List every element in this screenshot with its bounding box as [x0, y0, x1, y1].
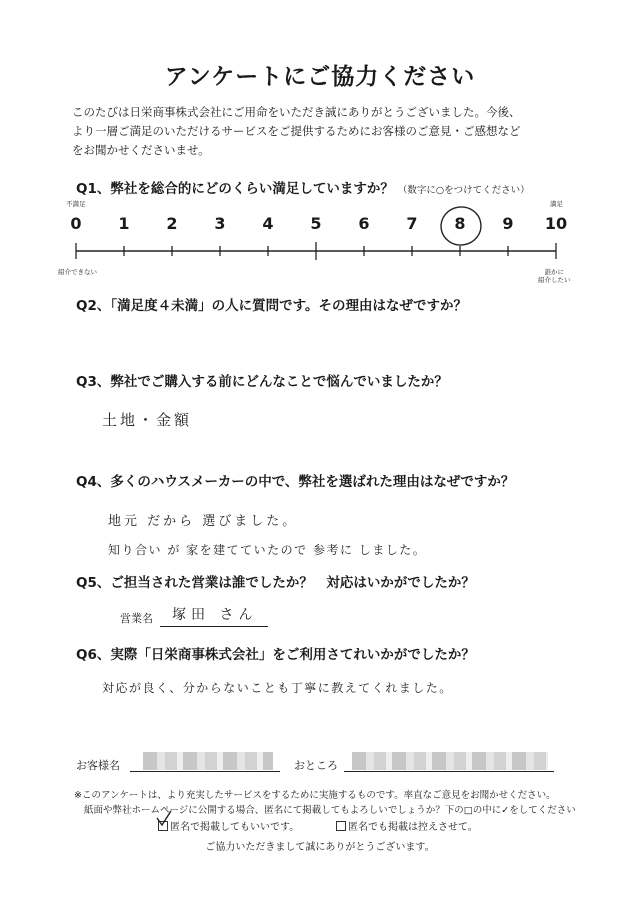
q4-answer-line-1: 地元 だから 選びました。 [108, 514, 299, 529]
customer-name-underline [130, 771, 280, 772]
address-label: おところ [294, 759, 338, 772]
intro-text [72, 103, 572, 160]
q1-left-top-label: 不満足 [66, 200, 86, 208]
q6-answer: 対応が良く、分からないことも丁寧に教えてくれました。 [102, 681, 453, 695]
check-mark-icon [155, 810, 173, 828]
intro-line-3: をお聞かせくださいませ。 [72, 143, 210, 157]
intro-line-1: このたびは日栄商事株式会社にご用命をいただき誠にありがとうございました。今後、 [72, 105, 521, 119]
q1-right-bottom-line-1: 誰かに [544, 268, 564, 276]
intro-line-2: より一層ご満足のいただけるサービスをご提供するためにお客様のご意見・ご感想など [72, 124, 521, 138]
sales-rep-underline [160, 626, 268, 627]
q6-question: Q6、実際「日栄商事株式会社」をご利用さてれいかがでしたか？ [76, 647, 475, 663]
q1-note: （数字に○をつけてください） [397, 185, 530, 196]
scale-4[interactable]: 4 [262, 214, 274, 233]
q1-right-bottom-line-2: 紹介したい [538, 276, 571, 284]
q3-answer: 土地・金額 [102, 411, 193, 429]
option-yes-label: 匿名で掲載してもいいです。 [170, 822, 300, 833]
scale-6[interactable]: 6 [358, 214, 370, 233]
option-yes[interactable] [158, 818, 299, 833]
q5-question: Q5、ご担当された営業は誰でしたか？ 対応はいかがでしたか？ [76, 575, 475, 591]
q3-question: Q3、弊社でご購入する前にどんなことで悩んでいましたか？ [76, 374, 448, 390]
sales-rep-label: 営業名 [120, 612, 153, 625]
q1-scale-line [0, 200, 640, 270]
q4-question: Q4、多くのハウスメーカーの中で、弊社を選ばれた理由はなぜですか？ [76, 474, 515, 490]
scale-1[interactable]: 1 [118, 214, 130, 233]
scale-2[interactable]: 2 [166, 214, 178, 233]
scale-7[interactable]: 7 [406, 214, 418, 233]
q1-left-bottom-label: 紹介できない [58, 268, 97, 276]
sales-rep-name: 塚田 さん [172, 607, 258, 623]
scale-10[interactable]: 10 [544, 214, 568, 233]
scale-3[interactable]: 3 [214, 214, 226, 233]
scale-5[interactable]: 5 [310, 214, 322, 233]
q1-question [76, 177, 530, 197]
scale-9[interactable]: 9 [502, 214, 514, 233]
scale-0[interactable]: 0 [70, 214, 82, 233]
selected-circle [439, 204, 484, 247]
thanks-text: ご協力いただきまして誠にありがとうございます。 [205, 842, 435, 853]
address-redacted [352, 752, 548, 770]
option-no-checkbox[interactable] [336, 821, 346, 831]
scale-8[interactable]: 8 [454, 214, 466, 233]
q2-question: Q2、「満足度４未満」の人に質問です。その理由はなぜですか？ [76, 298, 468, 314]
option-no-label: 匿名でも掲載は控えさせて。 [348, 822, 478, 833]
option-no[interactable] [336, 818, 478, 833]
q1-text: Q1、弊社を総合的にどのくらい満足していますか？ [76, 181, 394, 197]
customer-name-label: お客様名 [76, 759, 120, 772]
q1-right-bottom-label [538, 268, 571, 284]
address-underline [344, 771, 554, 772]
q4-answer-line-2: 知り合い が 家を建てていたので 参考に しました。 [108, 543, 427, 557]
customer-name-redacted [143, 752, 273, 770]
q1-right-top-label: 満足 [550, 200, 563, 208]
page-title: アンケートにご協力ください [164, 64, 476, 90]
footer-line-1: ※このアンケートは、より充実したサービスをするために実施するものです。率直なご意見をお聞かせください。 [74, 790, 556, 801]
footer-line-2: 紙面や弊社ホームページに公開する場合、匿名にて掲載してもよろしいでしょうか？下の□の中に✓をしてください [84, 805, 576, 816]
